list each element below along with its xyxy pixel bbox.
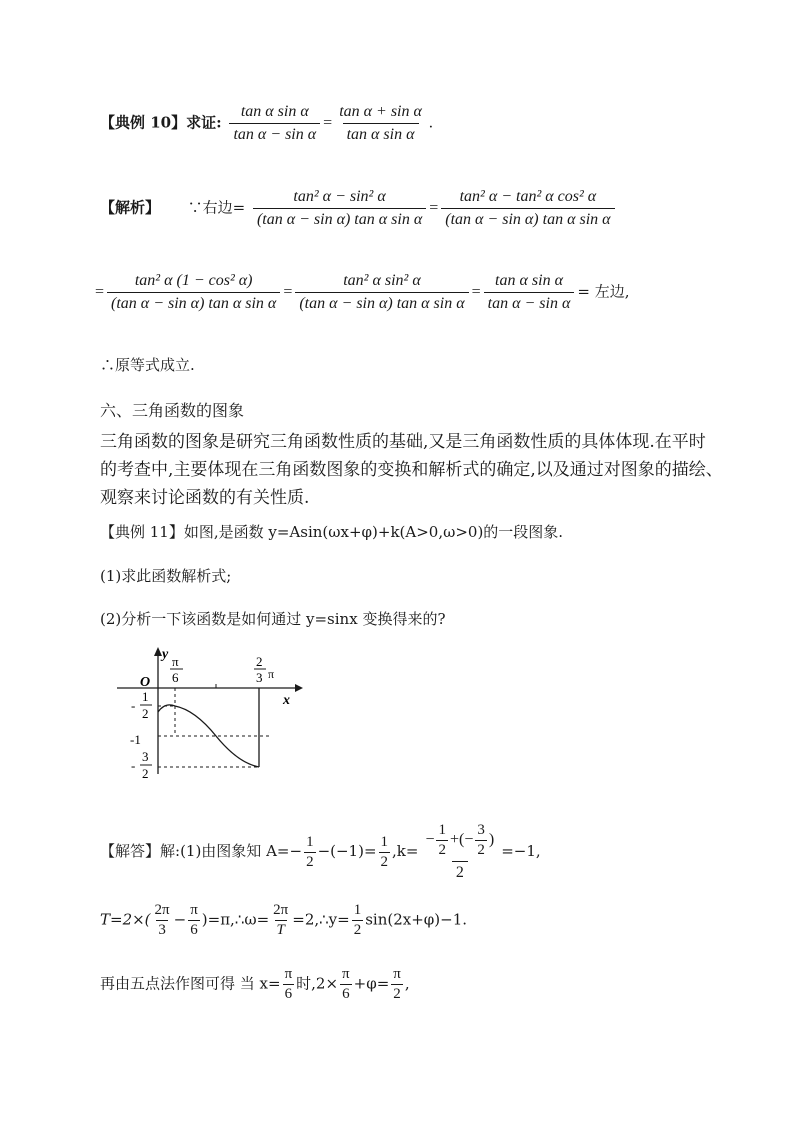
neg-half-sign: -	[131, 698, 136, 713]
answer11-t-b: )=π,∴ω=	[201, 910, 270, 929]
pi-over-6-num: π	[172, 654, 179, 669]
example11-label: 【典例 11】	[100, 523, 184, 541]
solution10-f5-den: tan α − sin α	[484, 292, 575, 313]
example10-lhs-fraction	[229, 103, 320, 144]
example10-rhs-fraction	[335, 103, 426, 144]
answer11-a-text: (1)由图象知 A=	[180, 842, 290, 860]
y-axis-arrow-icon	[154, 647, 162, 656]
answer11-line1: 【解答】解:(1)由图象知 A=− $\frac{1}{2}$ −(−1)= $\frac{1}{2}$ ,k= − $\frac{1}{2}$ +(− $\frac{3}{2}$ ) 2 =−1,	[100, 822, 541, 881]
solution10-f4-den: (tan α − sin α) tan α sin α	[295, 292, 468, 313]
example10-rhs-den: tan α sin α	[343, 123, 419, 144]
example11-statement	[100, 521, 563, 542]
neg-three-halves-sign: -	[131, 758, 136, 773]
x-axis-label: x	[283, 693, 290, 708]
section6-para-line: 观察来讨论函数的有关性质.	[100, 488, 310, 508]
example10-lhs-den: tan α − sin α	[229, 123, 320, 144]
answer11-t-d: sin(2x+φ)−1.	[365, 910, 468, 929]
example10-statement	[100, 103, 433, 144]
solution10-f1-den: (tan α − sin α) tan α sin α	[253, 208, 426, 229]
neg-three-halves-den: 2	[142, 766, 149, 780]
answer11-label: 【解答】解:	[100, 842, 181, 860]
solution10-f5	[484, 272, 575, 313]
answer11-five-point-c: +φ=	[353, 974, 390, 993]
solution10-f1-num: tan² α − sin² α	[293, 188, 386, 205]
answer11-five-point-d: ,	[404, 974, 410, 993]
section6-para-line: 的考查中,主要体现在三角函数图象的变换和解析式的确定,以及通过对图象的描绘、	[100, 460, 723, 480]
solution10-f1	[253, 188, 426, 229]
section6-title: 六、三角函数的图象	[100, 401, 245, 420]
answer11-line3: 再由五点法作图可得 当 x= $\frac{\pi}{6}$ 时,2× $\frac{\pi}{6}$ +φ= $\frac{\pi}{2}$ ,	[100, 966, 410, 1002]
answer11-k-tail: =−1,	[501, 842, 541, 860]
example10-eq: =	[323, 114, 333, 132]
solution10-f2-num: tan² α − tan² α cos² α	[459, 188, 597, 205]
answer11-line2: T=2×( $\frac{2\pi}{3}$ − $\frac{\pi}{6}$ )=π,∴ω= $\frac{2\pi}{T}$ =2,∴y= $\frac{1}{2}$ sin(2x+φ)−1.	[100, 902, 468, 938]
solution10-f4-num: tan² α sin² α	[343, 272, 421, 289]
answer11-k-text: ,k=	[392, 842, 419, 860]
example10-lhs-num: tan α sin α	[240, 103, 309, 120]
section6-paragraph	[100, 428, 723, 512]
answer11-five-point-b: 时,2×	[296, 974, 339, 993]
answer11-t-c: =2,∴y=	[292, 910, 350, 929]
two-thirds-num: 2	[256, 654, 263, 669]
neg-half-den: 2	[142, 706, 149, 721]
answer11-k-fraction: − $\frac{1}{2}$ +(− $\frac{3}{2}$ ) 2	[425, 822, 495, 881]
solution10-f3-num: tan² α (1 − cos² α)	[134, 272, 253, 289]
solution10-line1: 【解析】 ∵右边= $\frac{\text{tan² α − sin² α}}{\text{(tan α − sin α) tan α sin α}}$ = $\frac{\text{tan² α − tan² α cos² α}}{\text{(tan α − sin α) tan α sin α}}$	[100, 188, 618, 229]
y-axis-label: y	[162, 647, 169, 662]
solution10-line2: = $\frac{\text{tan² α (1 − cos² α)}}{\text{(tan α − sin α) tan α sin α}}$ = $\frac{\text{tan² α sin² α}}{\text{(tan α − sin α) tan α sin α}}$ = $\frac{\text{tan α sin α}}{\text{tan α − sin α}}$ = 左边,	[95, 272, 630, 312]
example11-q2: (2)分析一下该函数是如何通过 y=sinx 变换得来的?	[100, 610, 446, 628]
example11-text: 如图,是函数 y=Asin(ωx+φ)+k(A>0,ω>0)的一段图象.	[183, 523, 564, 541]
example10-end: .	[428, 114, 433, 132]
x-axis-arrow-icon	[295, 684, 303, 692]
example10-label: 【典例 10】	[100, 113, 187, 132]
solution10-f4	[295, 272, 468, 313]
sine-graph	[100, 640, 310, 780]
neg-three-halves-num: 3	[142, 749, 149, 764]
neg-half-num: 1	[142, 689, 149, 704]
answer11-a-rest: −(−1)=	[317, 842, 377, 860]
section6-para-line: 三角函数的图象是研究三角函数性质的基础,又是三角函数性质的具体体现.在平时	[100, 432, 706, 452]
two-thirds-den: 3	[256, 670, 263, 685]
solution10-conclusion: ∴原等式成立.	[100, 356, 195, 374]
origin-label: O	[140, 675, 151, 690]
pi-over-6-den: 6	[172, 670, 179, 685]
example10-rhs-num: tan α + sin α	[339, 103, 422, 120]
solution10-because: ∵右边=	[187, 198, 246, 217]
solution10-f5-num: tan α sin α	[495, 272, 563, 289]
neg-one-label: -1	[130, 732, 141, 747]
two-thirds-pi: π	[268, 667, 275, 681]
example11-q1: (1)求此函数解析式;	[100, 567, 232, 585]
solution10-tail: = 左边,	[577, 282, 630, 301]
solution10-f2	[441, 188, 614, 229]
solution10-label: 【解析】	[100, 198, 161, 217]
solution10-f3	[107, 272, 280, 313]
solution10-f3-den: (tan α − sin α) tan α sin α	[107, 292, 280, 313]
solution10-f2-den: (tan α − sin α) tan α sin α	[441, 208, 614, 229]
answer11-five-point: 再由五点法作图可得 当 x=	[100, 974, 281, 993]
example10-prove: 求证:	[186, 113, 222, 132]
answer11-t-a: T=2×(	[100, 910, 151, 929]
